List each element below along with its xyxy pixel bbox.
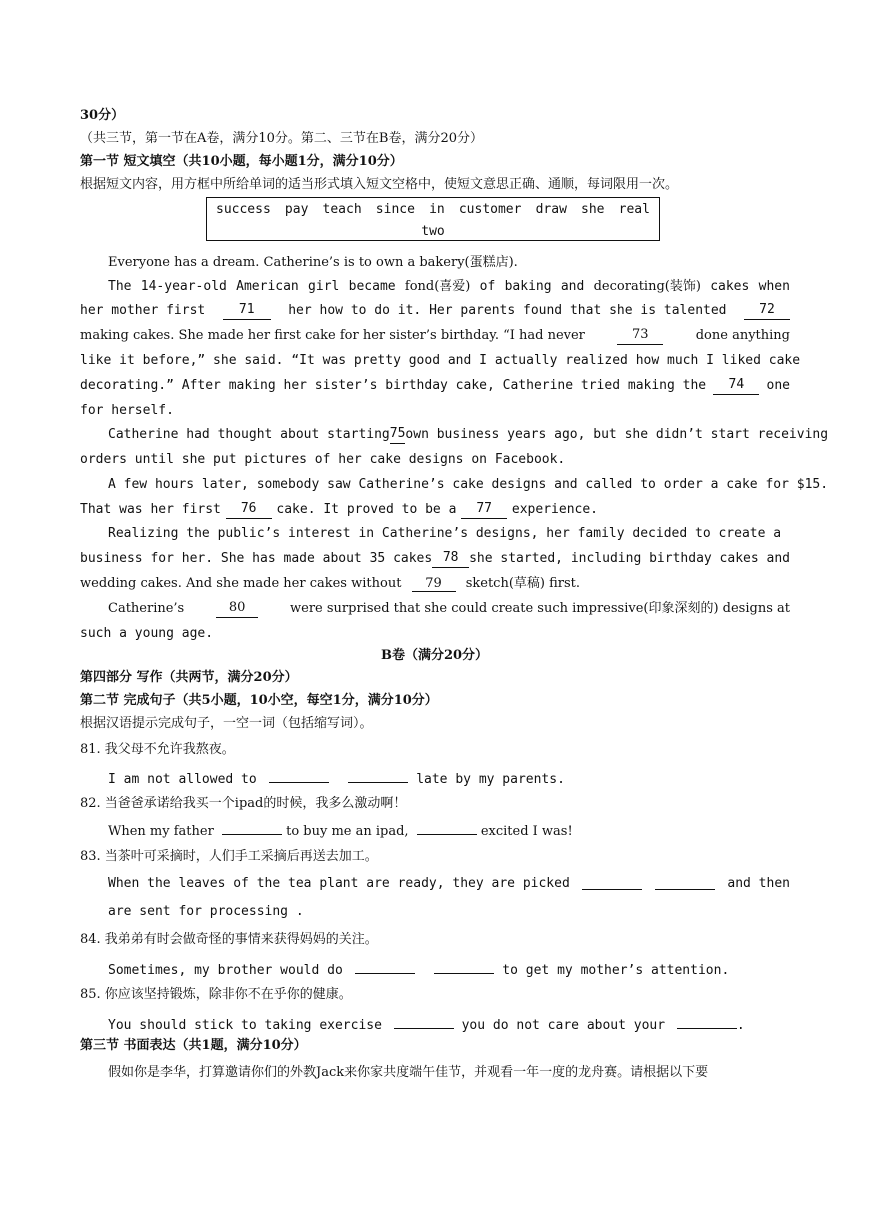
q82-english (108, 820, 573, 841)
section1-instruction: 根据短文内容，用方框中所给单词的适当形式填入短文空格中，使短文意思正确、通顺，每词限用一次。 (80, 177, 679, 192)
blank-73[interactable]: 73 (617, 327, 663, 345)
section1-title: 第一节 短文填空（共10小题，每小题1分，满分10分） (80, 154, 403, 169)
text: wedding cakes. And she made her cakes without (80, 576, 402, 591)
text: excited I was! (480, 824, 573, 839)
q82-blank-1[interactable] (222, 820, 282, 835)
q82-blank-2[interactable] (417, 820, 477, 835)
word-box-word: since (375, 202, 415, 217)
passage-p5-line3 (80, 575, 580, 593)
word-box (206, 197, 660, 241)
word-box-word: success (216, 202, 271, 217)
text: business for her. She has made about 35 cakes (80, 551, 433, 566)
word: became (348, 279, 396, 294)
text: own business years ago, but she didn’t start receiving (405, 427, 829, 442)
q85-english (108, 1014, 745, 1035)
score-tail: 30分） (80, 108, 125, 123)
word-box-words (216, 202, 650, 217)
text: one (766, 378, 790, 393)
passage-p4-line1: A few hours later, somebody saw Catherine’s cake designs and called to order a cake for $15. (108, 477, 829, 492)
word: American (236, 279, 299, 294)
word: 14-year-old (140, 279, 227, 294)
q81-english (108, 768, 565, 789)
word-box-word: pay (284, 202, 309, 217)
passage-p1: Everyone has a dream. Catherine’s is to own a bakery(蛋糕店). (108, 255, 518, 270)
q81-blank-2[interactable] (348, 768, 408, 783)
text: When the leaves of the tea plant are ready, they are picked (108, 876, 570, 891)
text: were surprised that she could create such impressive(印象深刻的) designs at (290, 601, 790, 616)
passage-p4-line2 (80, 501, 598, 519)
word: girl (308, 279, 340, 294)
text: late by my parents. (416, 772, 565, 787)
passage-p2-line6: for herself. (80, 403, 174, 418)
blank-77[interactable]: 77 (461, 501, 507, 519)
word: cakes (710, 279, 750, 294)
passage-p6-line2: such a young age. (80, 626, 214, 641)
text: You should stick to taking exercise (108, 1018, 382, 1033)
blank-74[interactable]: 74 (713, 377, 759, 395)
word: when (758, 279, 790, 294)
q82-chinese: 82. 当爸爸承诺给我买一个ipad的时候，我多么激动啊！ (80, 796, 407, 811)
text: Sometimes, my brother would do (108, 963, 343, 978)
blank-71[interactable]: 71 (223, 302, 271, 320)
text: cake. It proved to be a (276, 502, 457, 517)
passage-p2-line4: like it before,” she said. “It was pretty good and I actually realized how much I liked cake (80, 353, 801, 368)
text: done anything (695, 328, 790, 343)
word-box-word: real (618, 202, 650, 217)
text: she started, including birthday cakes and (469, 551, 790, 566)
blank-72[interactable]: 72 (744, 302, 790, 320)
word: decorating(装饰) (593, 279, 701, 294)
blank-79[interactable]: 79 (412, 576, 456, 592)
word: fond(喜爱) (404, 279, 471, 294)
word-box-word: she (581, 202, 605, 217)
part-b-title: B卷（满分20分） (380, 648, 489, 663)
passage-p2-line5 (80, 377, 790, 395)
part-note: （共三节，第一节在A卷，满分10分。第二、三节在B卷，满分20分） (80, 131, 484, 146)
passage-p2-line2 (80, 302, 790, 320)
word-box-word: teach (322, 202, 362, 217)
q85-chinese: 85. 你应该坚持锻炼，除非你不在乎你的健康。 (80, 987, 352, 1002)
section2-instruction: 根据汉语提示完成句子，一空一词（包括缩写词）。 (80, 716, 373, 731)
q84-chinese: 84. 我弟弟有时会做奇怪的事情来获得妈妈的关注。 (80, 932, 378, 947)
blank-75[interactable]: 75 (390, 426, 406, 444)
text: Catherine had thought about starting (108, 427, 390, 442)
word-box-word: customer (458, 202, 522, 217)
blank-78[interactable]: 78 (432, 550, 469, 568)
q83-blank-1[interactable] (582, 875, 642, 890)
q84-blank-1[interactable] (355, 959, 415, 974)
q85-blank-1[interactable] (394, 1014, 454, 1029)
word: baking (504, 279, 552, 294)
q84-blank-2[interactable] (434, 959, 494, 974)
text: When my father (108, 824, 214, 839)
passage-p3-line2: orders until she put pictures of her cake designs on Facebook. (80, 452, 566, 467)
q81-blank-1[interactable] (269, 768, 329, 783)
word: and (560, 279, 585, 294)
passage-p6-line1 (108, 600, 790, 618)
section3-title: 第三节 书面表达（共1题，满分10分） (80, 1038, 307, 1053)
text: experience. (511, 502, 598, 517)
q84-english (108, 959, 729, 980)
text: to buy me an ipad, (286, 824, 409, 839)
q81-chinese: 81. 我父母不允许我熬夜。 (80, 742, 235, 757)
part4-title: 第四部分 写作（共两节，满分20分） (80, 670, 298, 685)
text: That was her first (80, 502, 221, 517)
passage-p2-line1 (108, 278, 790, 296)
text: decorating.” After making her sister’s birthday cake, Catherine tried making the (80, 378, 707, 393)
q83-chinese: 83. 当茶叶可采摘时，人们手工采摘后再送去加工。 (80, 849, 378, 864)
blank-80[interactable]: 80 (216, 600, 258, 618)
text: I am not allowed to (108, 772, 257, 787)
passage-p2-line3 (80, 327, 790, 345)
section2-title: 第二节 完成句子（共5小题，10小空，每空1分，满分10分） (80, 693, 438, 708)
text: her mother first (80, 303, 206, 318)
blank-76[interactable]: 76 (226, 501, 272, 519)
text: and then (727, 876, 790, 891)
q85-blank-2[interactable] (677, 1014, 737, 1029)
text: to get my mother’s attention. (502, 963, 730, 978)
text: making cakes. She made her first cake for her sister’s birthday. “I had never (80, 328, 585, 343)
text: Catherine’s (108, 601, 185, 616)
text: sketch(草稿) first. (465, 576, 581, 591)
word-box-word: in (429, 202, 445, 217)
text: her how to do it. Her parents found that she is talented (288, 303, 727, 318)
passage-p3-line1 (108, 426, 829, 444)
q83-blank-2[interactable] (655, 875, 715, 890)
text: . (736, 1018, 745, 1033)
q83-english (108, 875, 790, 893)
word: of (479, 279, 496, 294)
word-box-last-word: two (421, 224, 445, 239)
passage-p5-line1: Realizing the public’s interest in Catherine’s designs, her family decided to create a (108, 526, 782, 541)
word: The (108, 279, 132, 294)
passage-p5-line2 (80, 550, 790, 568)
word-box-word: draw (535, 202, 567, 217)
text: you do not care about your (461, 1018, 666, 1033)
section3-prompt: 假如你是李华，打算邀请你们的外教Jack来你家共度端午佳节，并观看一年一度的龙舟赛。请根据以下要 (108, 1065, 709, 1080)
q83-english-cont: are sent for processing . (108, 904, 304, 919)
